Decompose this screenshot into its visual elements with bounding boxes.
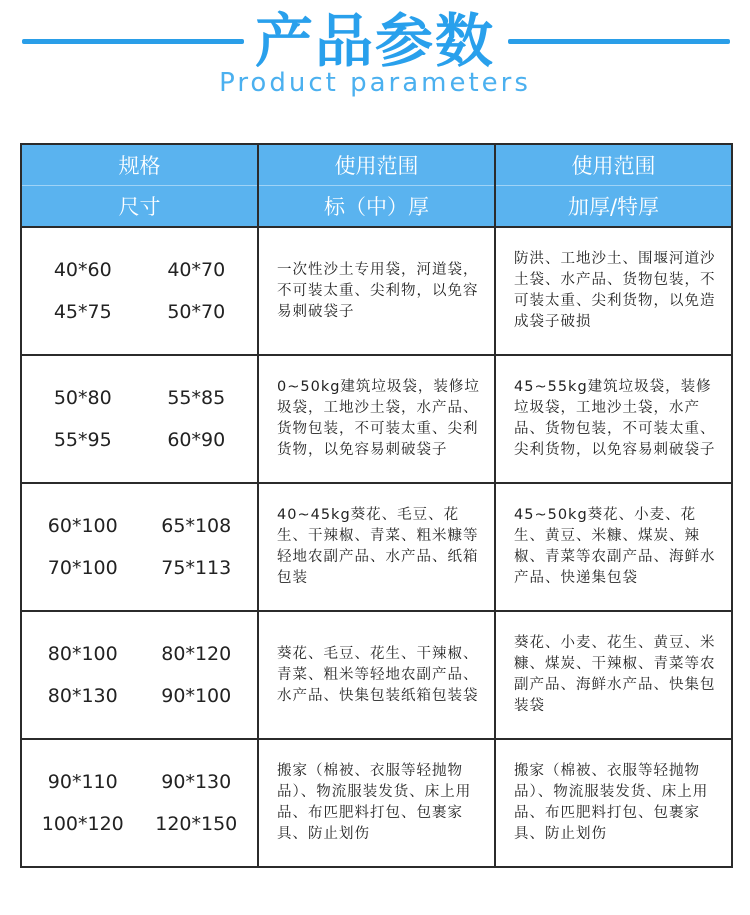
size-value: 90*110: [47, 771, 118, 793]
thick-usage-cell: [495, 227, 732, 355]
parameters-table: [20, 143, 733, 868]
size-value: 80*100: [47, 643, 118, 665]
standard-usage-cell: [258, 483, 495, 611]
size-value: 60*90: [167, 429, 226, 451]
size-value: 90*130: [161, 771, 232, 793]
page-header: [0, 0, 750, 110]
table-row: [21, 739, 732, 867]
header-usage-thick: 使用范围: [495, 144, 732, 186]
size-cell: [21, 355, 258, 483]
size-value: 90*100: [161, 685, 232, 707]
size-value: 55*85: [167, 387, 226, 409]
usage-text: 45~55kg建筑垃圾袋，装修垃圾袋，工地沙土袋，水产品、货物包装，不可装太重、尖利货物，以免容易刺破袋子: [514, 379, 716, 458]
usage-text: 葵花、小麦、花生、黄豆、米糠、煤炭、干辣椒、青菜等农副产品、海鲜水产品、快集包装袋: [514, 635, 716, 714]
size-value: 80*130: [47, 685, 118, 707]
standard-usage-cell: [258, 739, 495, 867]
header-usage-standard: 使用范围: [258, 144, 495, 186]
usage-text: 搬家（棉被、衣服等轻抛物品）、物流服装发货、床上用品、布匹肥料打包、包裹家具、防止划伤: [514, 763, 709, 842]
size-value: 50*70: [167, 301, 226, 323]
header-extra-thickness: 加厚/特厚: [495, 186, 732, 228]
size-value: 40*70: [167, 259, 226, 281]
header-spec: 规格: [21, 144, 258, 186]
standard-usage-cell: [258, 227, 495, 355]
size-value: 40*60: [53, 259, 112, 281]
standard-usage-cell: [258, 355, 495, 483]
usage-text: 45~50kg葵花、小麦、花生、黄豆、米糠、煤炭、辣椒、青菜等农副产品、海鲜水产品、快递集包袋: [514, 507, 716, 586]
thick-usage-cell: [495, 355, 732, 483]
size-cell: [21, 611, 258, 739]
size-value: 120*150: [155, 813, 238, 835]
size-value: 55*95: [53, 429, 112, 451]
usage-text: 搬家（棉被、衣服等轻抛物品）、物流服装发货、床上用品、布匹肥料打包、包裹家具、防止划伤: [277, 763, 472, 842]
size-cell: [21, 739, 258, 867]
page-title: 产品参数: [254, 7, 495, 75]
header-standard-thickness: 标（中）厚: [258, 186, 495, 228]
page-subtitle: Product parameters: [219, 68, 531, 98]
size-cell: [21, 227, 258, 355]
table-row: [21, 611, 732, 739]
size-value: 65*108: [161, 515, 232, 537]
size-cell: [21, 483, 258, 611]
usage-text: 40~45kg葵花、毛豆、花生、干辣椒、青菜、粗米糠等轻地农副产品、水产品、纸箱包装: [277, 507, 479, 586]
table-row: [21, 483, 732, 611]
size-value: 50*80: [53, 387, 112, 409]
table-row: [21, 227, 732, 355]
thick-usage-cell: [495, 739, 732, 867]
table-row: [21, 355, 732, 483]
usage-text: 0~50kg建筑垃圾袋，装修垃圾袋，工地沙土袋，水产品、货物包装，不可装太重、尖利货物，以免容易刺破袋子: [277, 379, 480, 458]
usage-text: 一次性沙土专用袋，河道袋，不可装太重、尖利物，以免容易刺破袋子: [277, 261, 479, 320]
thick-usage-cell: [495, 483, 732, 611]
size-value: 75*113: [161, 557, 232, 579]
size-value: 70*100: [47, 557, 118, 579]
header-size: 尺寸: [21, 186, 258, 228]
thick-usage-cell: [495, 611, 732, 739]
size-value: 100*120: [41, 813, 124, 835]
usage-text: 防洪、工地沙土、围堰河道沙土袋、水产品、货物包装，不可装太重、尖利货物，以免造成袋子破损: [514, 251, 716, 330]
size-value: 45*75: [53, 301, 112, 323]
usage-text: 葵花、毛豆、花生、干辣椒、青菜、粗米等轻地农副产品、水产品、快集包装纸箱包装袋: [277, 645, 479, 704]
standard-usage-cell: [258, 611, 495, 739]
size-value: 60*100: [47, 515, 118, 537]
size-value: 80*120: [161, 643, 232, 665]
